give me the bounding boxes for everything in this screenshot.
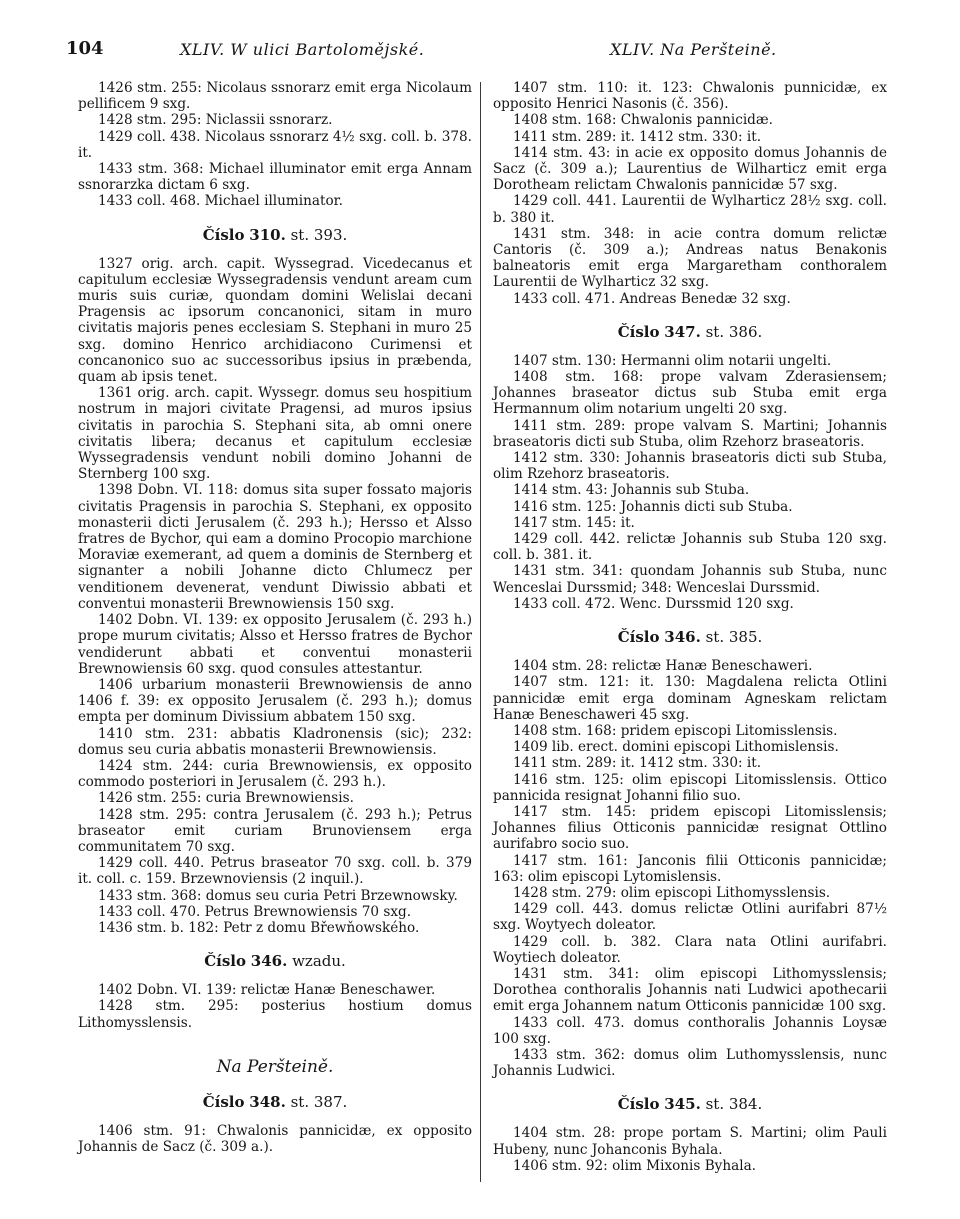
entry-paragraph: 1409 lib. erect. domini episcopi Lithomislensis. <box>513 739 839 756</box>
entry-paragraph: 1402 Dobn. VI. 139: ex opposito Jerusalem (č. 293 h.) prope murum civitatis; Alsso et Hersso fratres de Bychor vendiderunt abbati et conventui monasterii Brewnowiensis 60 sxg. quod consules attestantur. <box>78 612 472 677</box>
entry-paragraph: 1433 coll. 468. Michael illuminator. <box>98 193 343 210</box>
heading-reference: wzadu. <box>292 952 346 971</box>
heading-label: Číslo <box>617 322 660 341</box>
entry-paragraph: 1404 stm. 28: relictæ Hanæ Beneschaweri. <box>513 658 813 675</box>
heading-number: 345. <box>664 1095 701 1114</box>
entry-paragraph: 1428 stm. 295: contra Jerusalem (č. 293 h.); Petrus braseator emit curiam Brunoviensem erga communitatem 70 sxg. <box>78 806 472 855</box>
house-number-heading <box>78 226 472 244</box>
entry-paragraph: 1406 stm. 92: olim Mixonis Byhala. <box>513 1157 756 1174</box>
entry-paragraph: 1327 orig. arch. capit. Wyssegrad. Vicedecanus et capitulum ecclesiæ Wyssegradensis vendunt aream cum muris suis curiæ, quondam domini Welislai decani Pragensis ac ipsorum concanonici, sitam in muro civitatis majoris penes ecclesiam S. Stephani in muro 25 sxg. domino Henrico archidiacono Curimensi et concanonico suo ac successoribus ipsius in præbenda, quam ab ipsis tenet. <box>78 255 472 386</box>
entry-paragraph: 1436 stm. b. 182: Petr z domu Břewňowského. <box>98 919 420 936</box>
entry-paragraph: 1402 Dobn. VI. 139: relictæ Hanæ Beneschawer. <box>98 982 436 999</box>
house-number-heading <box>493 323 887 341</box>
entry-paragraph: 1398 Dobn. VI. 118: domus sita super fossato majoris civitatis Pragensis in parochia S. Stephani, ex opposito monasterii dicti Jerusalem (č. 293 h.); Hersso et Alsso fratres de Bychor, qui eam a domino Procopio marchione Moraviæ exemerant, ad quem a dominis de Sternberg et signanter a nobili Johanne dicto Chlumecz per venditionem devenerat, vendunt Diwissio abbati et conventui monasterii Brewnowiensis 150 sxg. <box>78 482 472 612</box>
entry-paragraph: 1412 stm. 330: Johannis braseatoris dicti sub Stuba, olim Rzehorz braseatoris. <box>493 450 887 483</box>
house-number-heading <box>78 1093 472 1111</box>
heading-reference: st. 393. <box>290 225 348 244</box>
entry-paragraph: 1416 stm. 125: olim episcopi Litomisslensis. Ottico pannicida resignat Johanni filio suo. <box>493 771 887 804</box>
heading-number: 310. <box>249 225 286 244</box>
entry-paragraph: 1407 stm. 130: Hermanni olim notarii ungelti. <box>513 352 832 369</box>
entry-paragraph: 1414 stm. 43: in acie ex opposito domus Johannis de Sacz (č. 309 a.); Laurentius de Wilharticz emit erga Dorotheam relictam Chwalonis pannicidæ 57 sxg. <box>493 144 887 194</box>
heading-reference: st. 384. <box>705 1095 763 1114</box>
entry-paragraph: 1407 stm. 121: it. 130: Magdalena relicta Otlini pannicidæ emit erga dominam Agneskam relictam Hanæ Beneschaweri 45 sxg. <box>493 674 887 723</box>
house-number-heading <box>493 628 887 646</box>
entry-paragraph: 1428 stm. 279: olim episcopi Lithomysslensis. <box>513 884 831 901</box>
page-number: 104 <box>66 38 104 59</box>
entry-paragraph: 1433 stm. 368: Michael illuminator emit erga Annam ssnorarzka dictam 6 sxg. <box>78 161 472 194</box>
left-column <box>78 80 472 1155</box>
entry-paragraph: 1433 coll. 471. Andreas Benedæ 32 sxg. <box>513 290 791 307</box>
entry-paragraph: 1433 coll. 472. Wenc. Durssmid 120 sxg. <box>513 595 794 612</box>
entry-paragraph: 1416 stm. 125: Johannis dicti sub Stuba. <box>513 498 793 515</box>
running-head-left: XLIV. W ulici Bartolomějské. <box>180 40 425 59</box>
entry-paragraph: 1431 stm. 348: in acie contra domum relictæ Cantoris (č. 309 a.); Andreas natus Benakonis balneatoris emit erga Margaretham conthoralem Laurentii de Wylharticz 32 sxg. <box>493 225 887 291</box>
right-column <box>493 80 887 1174</box>
entry-paragraph: 1433 coll. 470. Petrus Brewnowiensis 70 sxg. <box>98 903 412 920</box>
entry-paragraph: 1411 stm. 289: it. 1412 stm. 330: it. <box>513 128 762 145</box>
heading-label: Číslo <box>617 1095 660 1114</box>
page-header <box>0 0 960 70</box>
entry-paragraph: 1408 stm. 168: prope valvam Zderasiensem; Johannes braseator dictus sub Stuba emit erga Hermannum olim notarium ungelti 20 sxg. <box>493 369 887 418</box>
entry-paragraph: 1424 stm. 244: curia Brewnowiensis, ex opposito commodo posteriori in Jerusalem (č. 293 h.). <box>78 757 472 791</box>
entry-paragraph: 1407 stm. 110: it. 123: Chwalonis punnicidæ, ex opposito Henrici Nasonis (č. 356). <box>493 80 887 113</box>
running-head-right: XLIV. Na Peršteině. <box>610 40 777 59</box>
entry-paragraph: 1429 coll. 443. domus relictæ Otlini aurifabri 87½ sxg. Woytyech doleator. <box>493 901 887 934</box>
entry-paragraph: 1433 stm. 362: domus olim Luthomysslensis, nunc Johannis Ludwici. <box>493 1046 887 1080</box>
entry-paragraph: 1428 stm. 295: Niclassii ssnorarz. <box>98 112 333 129</box>
entry-paragraph: 1417 stm. 145: it. <box>513 514 635 531</box>
entry-paragraph: 1408 stm. 168: Chwalonis pannicidæ. <box>513 112 773 129</box>
section-heading: Na Peršteině. <box>216 1056 334 1077</box>
entry-paragraph: 1406 stm. 91: Chwalonis pannicidæ, ex opposito Johannis de Sacz (č. 309 a.). <box>78 1122 472 1155</box>
heading-number: 347. <box>664 322 701 341</box>
entry-paragraph: 1404 stm. 28: prope portam S. Martini; olim Pauli Hubeny, nunc Johanconis Byhala. <box>493 1125 887 1158</box>
entry-paragraph: 1431 stm. 341: olim episcopi Lithomysslensis; Dorothea conthoralis Johannis nati Ludwici apothecarii emit erga Johannem natum Otticonis pannicidæ 100 sxg. <box>493 965 887 1015</box>
entry-paragraph: 1429 coll. b. 382. Clara nata Otlini aurifabri. Woytiech doleator. <box>493 933 887 966</box>
heading-number: 346. <box>664 628 701 647</box>
entry-paragraph: 1411 stm. 289: prope valvam S. Martini; Johannis braseatoris dicti sub Stuba, olim Rzehorz braseatoris. <box>493 417 887 450</box>
entry-paragraph: 1414 stm. 43: Johannis sub Stuba. <box>513 482 750 499</box>
entry-paragraph: 1429 coll. 442. relictæ Johannis sub Stuba 120 sxg. coll. b. 381. it. <box>493 531 887 564</box>
entry-paragraph: 1417 stm. 161: Janconis filii Otticonis pannicidæ; 163: olim episcopi Lytomislensis. <box>493 852 887 885</box>
heading-label: Číslo <box>202 225 245 244</box>
entry-paragraph: 1426 stm. 255: Nicolaus ssnorarz emit erga Nicolaum pellificem 9 sxg. <box>78 80 472 113</box>
column-divider <box>480 82 481 1182</box>
heading-reference: st. 387. <box>290 1092 348 1111</box>
entry-paragraph: 1408 stm. 168: pridem episcopi Litomisslensis. <box>513 722 838 739</box>
heading-reference: st. 385. <box>705 628 763 647</box>
entry-paragraph: 1410 stm. 231: abbatis Kladronensis (sic); 232: domus seu curia abbatis monasterii Brewnowiensis. <box>78 725 472 758</box>
entry-paragraph: 1411 stm. 289: it. 1412 stm. 330: it. <box>513 755 762 772</box>
entry-paragraph: 1429 coll. 441. Laurentii de Wylharticz 28½ sxg. coll. b. 380 it. <box>493 193 887 226</box>
entry-paragraph: 1429 coll. 438. Nicolaus ssnorarz 4½ sxg. coll. b. 378. it. <box>78 128 472 161</box>
heading-number: 346. <box>250 952 288 971</box>
entry-paragraph: 1426 stm. 255: curia Brewnowiensis. <box>98 790 354 807</box>
entry-paragraph: 1428 stm. 295: posterius hostium domus Lithomysslensis. <box>78 998 472 1031</box>
entry-paragraph: 1406 urbarium monasterii Brewnowiensis de anno 1406 f. 39: ex opposito Jerusalem (č. 293 h.); domus empta per dominum Divissium abbatem 150 sxg. <box>78 676 472 726</box>
heading-label: Číslo <box>202 1092 245 1111</box>
heading-label: Číslo <box>204 952 246 971</box>
entry-paragraph: 1361 orig. arch. capit. Wyssegr. domus seu hospitium nostrum in majori civitate Pragensi, ad muros ipsius civitatis in parochia S. Stephani sita, ab omni onere civitatis libera; decanus et capitulum ecclesiæ Wyssegradensis vendunt nobili domino Johanni de Sternberg 100 sxg. <box>78 385 472 483</box>
house-number-heading <box>493 1095 887 1113</box>
heading-number: 348. <box>249 1092 286 1111</box>
entry-paragraph: 1433 stm. 368: domus seu curia Petri Brzewnowsky. <box>98 887 458 904</box>
heading-reference: st. 386. <box>705 322 763 341</box>
house-number-heading <box>78 952 472 970</box>
entry-paragraph: 1417 stm. 145: pridem episcopi Litomisslensis; Johannes filius Otticonis pannicidæ resignat Ottlino aurifabro socio suo. <box>493 803 887 853</box>
entry-paragraph: 1429 coll. 440. Petrus braseator 70 sxg. coll. b. 379 it. coll. c. 159. Brzewnoviensis (2 inquil.). <box>78 855 472 888</box>
heading-label: Číslo <box>617 628 660 647</box>
entry-paragraph: 1431 stm. 341: quondam Johannis sub Stuba, nunc Wenceslai Durssmid; 348: Wenceslai Durssmid. <box>493 563 887 596</box>
entry-paragraph: 1433 coll. 473. domus conthoralis Johannis Loysæ 100 sxg. <box>493 1014 887 1047</box>
